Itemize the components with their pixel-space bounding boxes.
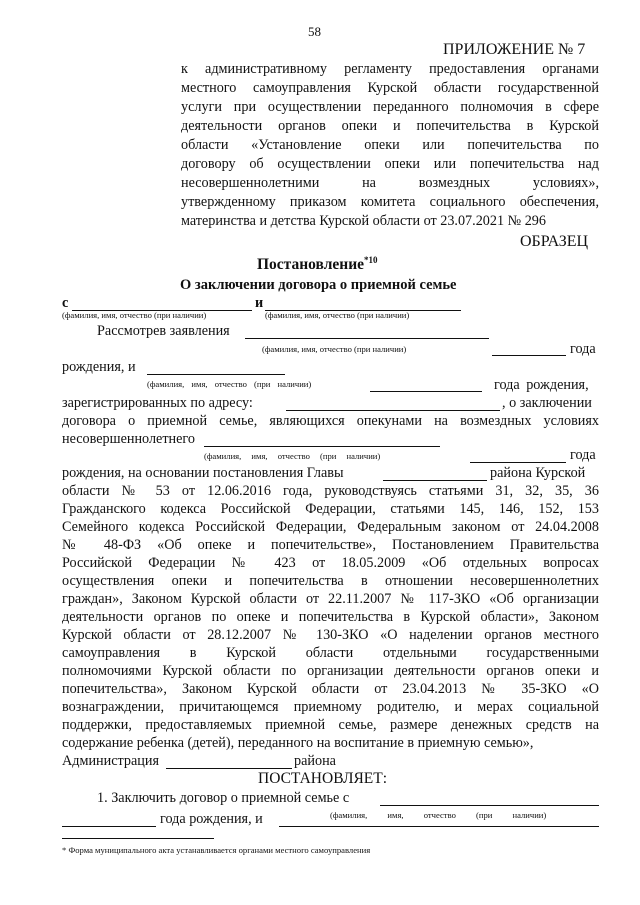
appendix-line: местного самоуправления Курской области государственной [181, 80, 599, 96]
fill-line-name-1 [72, 296, 252, 311]
caption-fio-4: (фамилия, имя, отчество (при наличии) [147, 379, 312, 389]
administration-label: Администрация [62, 753, 159, 769]
paragraph-line: № 48-ФЗ «Об опеке и попечительстве», Постановлением Правительства [62, 537, 599, 553]
registered-label: зарегистрированных по адресу: [62, 395, 253, 411]
footnote-mark: * [62, 845, 67, 855]
paragraph-line: содержание ребенка (детей), переданного на воспитание в приемную семью», [62, 735, 534, 751]
paragraph-line: Российской Федерации № 423 от 18.05.2009 «Об отдельных вопросах [62, 555, 599, 571]
document-title-text: Постановление [257, 256, 365, 273]
paragraph-line: попечительства», Законом Курской области от 23.04.2013 № 35-ЗКО «О [62, 681, 599, 697]
fill-line-year-4 [62, 812, 156, 827]
minor-label: несовершеннолетнего [62, 431, 195, 447]
year-birth-label: года рождения, [494, 377, 589, 393]
fill-line-year-2 [370, 377, 482, 392]
footnote-divider [62, 838, 214, 839]
fill-line-head [383, 466, 487, 481]
row-c-prefix: с [62, 295, 69, 311]
paragraph-line: Курской области от 28.12.2007 № 130-ЗКО «О наделении органов местного [62, 627, 599, 643]
caption-fio-3: (фамилия, имя, отчество (при наличии) [262, 344, 407, 354]
fill-line-name-3 [147, 360, 285, 375]
paragraph-line: поддержки, предоставляемых приемной семье, размере денежных средств на [62, 717, 599, 733]
item-1-text: 1. Заключить договор о приемной семье с [97, 790, 350, 806]
appendix-line: несовершеннолетними на возмездных условиях», [181, 175, 599, 191]
appendix-title: ПРИЛОЖЕНИЕ № 7 [443, 41, 586, 58]
contract-line: договора о приемной семье, являющихся опекунами на возмездных условиях [62, 413, 599, 429]
footnote-text: Форма муниципального акта устанавливается органами местного самоуправления [68, 845, 371, 855]
caption-fio-2: (фамилия, имя, отчество (при наличии) [265, 310, 410, 320]
caption-fio-5: (фамилия, имя, отчество (при наличии) [204, 451, 381, 461]
considering-label: Рассмотрев заявления [97, 323, 230, 339]
birth-and-label: рождения, и [62, 359, 136, 375]
fill-line-address [286, 396, 500, 411]
paragraph-line: деятельности органов по опеке и попечительства в Курской области», Законом [62, 609, 599, 625]
basis-label-b: района Курской [490, 465, 586, 481]
paragraph-line: Гражданского кодекса Российской Федерации, статьями 145, 146, 152, 153 [62, 501, 599, 517]
caption-fio-6: (фамилия, имя, отчество (при наличии) [330, 810, 547, 820]
year-label-2: года [570, 447, 596, 463]
sample-label: ОБРАЗЕЦ [520, 233, 589, 250]
document-title-mark: *10 [364, 254, 378, 265]
fill-line-applicant [245, 324, 489, 339]
footnote [62, 845, 370, 855]
fill-line-administration [166, 754, 292, 769]
paragraph-line: Семейного кодекса Российской Федерации, Федеральным законом от 24.04.2008 [62, 519, 599, 535]
paragraph-line: граждан», Законом Курской области от 22.11.2007 № 117-ЗКО «Об организации [62, 591, 599, 607]
district-label: района [294, 753, 336, 769]
fill-line-item-1 [380, 791, 599, 806]
fill-line-year-1 [492, 341, 566, 356]
appendix-line: договору об осуществлении опеки или попечительства над [181, 156, 599, 172]
year-label-1: года [570, 341, 596, 357]
document-subtitle: О заключении договора о приемной семье [180, 277, 457, 293]
document-title [257, 255, 378, 275]
caption-fio-1: (фамилия, имя, отчество (при наличии) [62, 310, 207, 320]
fill-line-minor [204, 432, 440, 447]
appendix-line: утвержденному приказом комитета социального обеспечения, [181, 194, 599, 210]
appendix-line: к административному регламенту предоставления органами [181, 61, 599, 77]
decrees-heading: ПОСТАНОВЛЯЕТ: [258, 770, 388, 787]
appendix-line: деятельности органов опеки и попечительства в Курской [181, 118, 599, 134]
paragraph-line: области № 53 от 12.06.2016 года, руководствуясь статьями 31, 32, 35, 36 [62, 483, 599, 499]
page-number: 58 [308, 24, 321, 39]
paragraph-line: вознаграждении, причитающемся приемному родителю, и мерах социальной [62, 699, 599, 715]
row-c-and: и [255, 295, 264, 311]
paragraph-line: самоуправления в Курской области отдельными государственными [62, 645, 599, 661]
item-1-birth-label: года рождения, и [160, 811, 263, 827]
basis-label-a: рождения, на основании постановления Главы [62, 465, 344, 481]
appendix-line: области «Установление опеки или попечительства по [181, 137, 599, 153]
fill-line-name-4 [279, 812, 599, 827]
paragraph-line: осуществления опеки и попечительства в отношении несовершеннолетних [62, 573, 599, 589]
fill-line-year-3 [470, 448, 566, 463]
appendix-line: материнства и детства Курской области от 23.07.2021 № 296 [181, 213, 546, 229]
fill-line-name-2 [265, 296, 461, 311]
paragraph-line: полномочиями Курской области по организации деятельности органов опеки и [62, 663, 599, 679]
appendix-line: услуги при осуществлении переданного полномочия в сфере [181, 99, 599, 115]
on-conclusion-label: , о заключении [502, 395, 592, 411]
